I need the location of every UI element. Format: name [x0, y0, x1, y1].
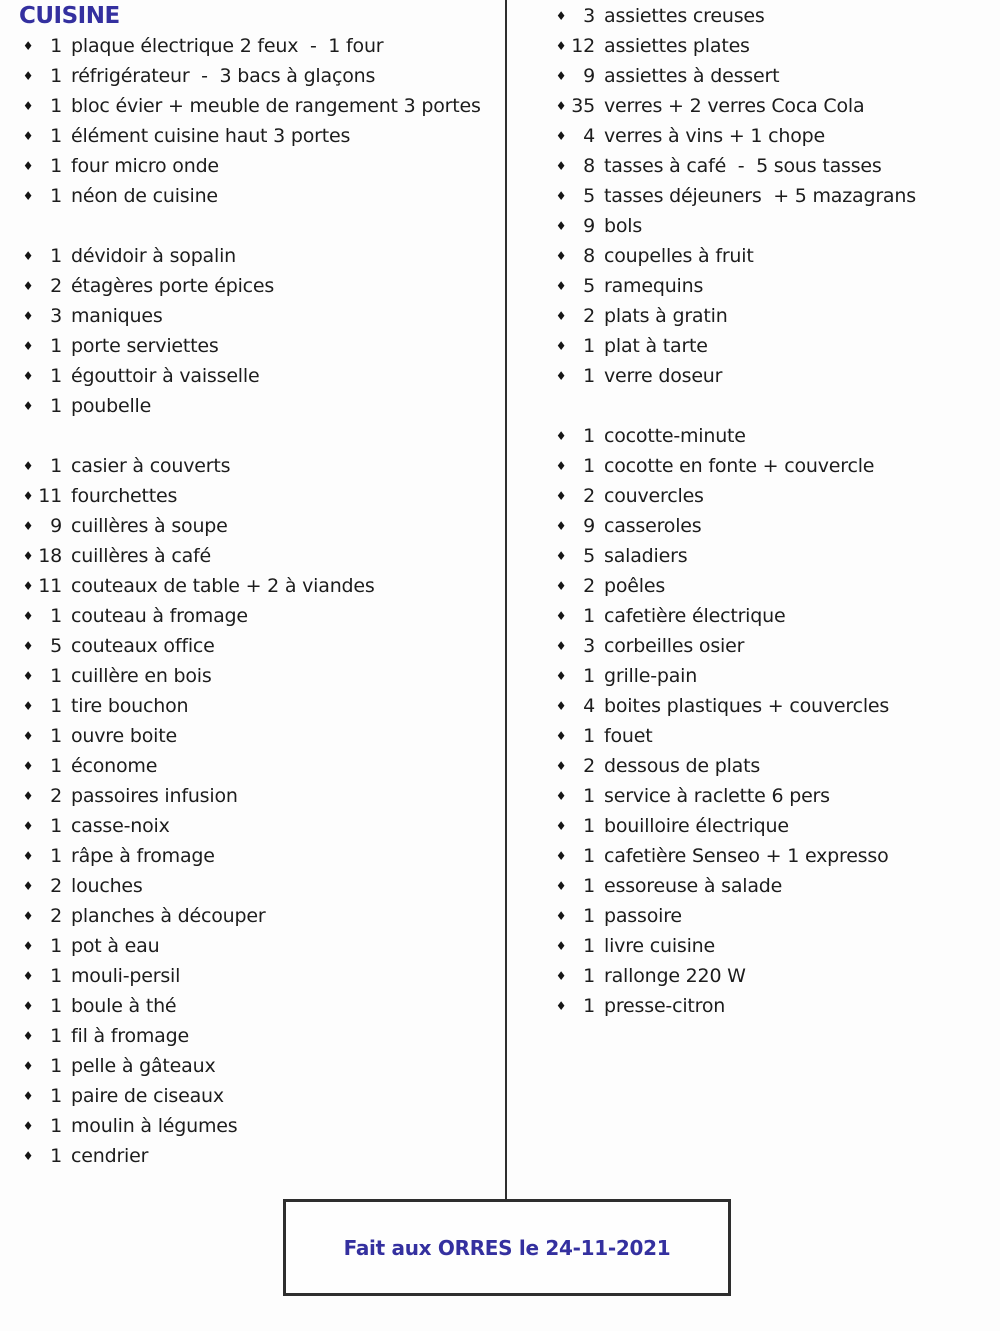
item-label: bouilloire électrique — [604, 815, 789, 837]
item-label: poubelle — [71, 395, 152, 417]
item-quantity: 1 — [50, 1085, 62, 1107]
list-item — [0, 961, 505, 991]
diamond-bullet-icon: ♦ — [555, 99, 567, 113]
list-item — [0, 721, 505, 751]
diamond-bullet-icon: ♦ — [555, 519, 567, 533]
item-label: casseroles — [604, 515, 702, 537]
diamond-bullet-icon: ♦ — [555, 759, 567, 773]
item-label: service à raclette 6 pers — [604, 785, 830, 807]
item-label: boule à thé — [71, 995, 177, 1017]
list-item — [507, 901, 1000, 931]
diamond-bullet-icon: ♦ — [22, 489, 34, 503]
item-label: corbeilles osier — [604, 635, 745, 657]
list-item — [0, 991, 505, 1021]
item-quantity: 5 — [583, 545, 595, 567]
diamond-bullet-icon: ♦ — [22, 759, 34, 773]
item-quantity: 12 — [571, 35, 595, 57]
list-item — [507, 991, 1000, 1021]
item-label: grille-pain — [604, 665, 698, 687]
item-label: étagères porte épices — [71, 275, 275, 297]
list-item — [507, 421, 1000, 451]
diamond-bullet-icon: ♦ — [22, 639, 34, 653]
diamond-bullet-icon: ♦ — [22, 909, 34, 923]
item-quantity: 1 — [583, 725, 595, 747]
list-item — [507, 631, 1000, 661]
diamond-bullet-icon: ♦ — [22, 1149, 34, 1163]
list-item — [507, 31, 1000, 61]
diamond-bullet-icon: ♦ — [555, 429, 567, 443]
list-item — [0, 661, 505, 691]
item-quantity: 1 — [50, 995, 62, 1017]
blank-row — [0, 421, 505, 451]
list-item — [0, 931, 505, 961]
item-quantity: 3 — [583, 5, 595, 27]
diamond-bullet-icon: ♦ — [555, 159, 567, 173]
item-quantity: 35 — [571, 95, 595, 117]
list-item — [507, 691, 1000, 721]
item-label: mouli-persil — [71, 965, 181, 987]
item-quantity: 4 — [583, 125, 595, 147]
list-item — [0, 841, 505, 871]
item-quantity: 1 — [583, 365, 595, 387]
list-item — [507, 601, 1000, 631]
list-item — [0, 181, 505, 211]
item-label: assiettes plates — [604, 35, 750, 57]
item-quantity: 1 — [50, 35, 62, 57]
item-quantity: 5 — [50, 635, 62, 657]
list-item — [507, 181, 1000, 211]
diamond-bullet-icon: ♦ — [22, 579, 34, 593]
item-label: élément cuisine haut 3 portes — [71, 125, 351, 147]
item-quantity: 1 — [50, 935, 62, 957]
diamond-bullet-icon: ♦ — [22, 999, 34, 1013]
item-label: casier à couverts — [71, 455, 231, 477]
diamond-bullet-icon: ♦ — [22, 549, 34, 563]
item-quantity: 1 — [50, 1025, 62, 1047]
list-item — [0, 691, 505, 721]
item-quantity: 11 — [38, 575, 62, 597]
diamond-bullet-icon: ♦ — [22, 129, 34, 143]
diamond-bullet-icon: ♦ — [555, 579, 567, 593]
diamond-bullet-icon: ♦ — [555, 939, 567, 953]
item-quantity: 1 — [50, 365, 62, 387]
item-label: tire bouchon — [71, 695, 189, 717]
list-item — [507, 211, 1000, 241]
diamond-bullet-icon: ♦ — [22, 729, 34, 743]
item-quantity: 1 — [50, 335, 62, 357]
diamond-bullet-icon: ♦ — [555, 849, 567, 863]
blank-row — [0, 211, 505, 241]
item-quantity: 1 — [583, 875, 595, 897]
left-column — [0, 1, 505, 1171]
item-label: passoires infusion — [71, 785, 238, 807]
list-item — [0, 121, 505, 151]
item-quantity: 8 — [583, 245, 595, 267]
diamond-bullet-icon: ♦ — [555, 369, 567, 383]
item-label: paire de ciseaux — [71, 1085, 224, 1107]
item-quantity: 1 — [583, 425, 595, 447]
item-label: cuillères à soupe — [71, 515, 228, 537]
item-label: couteaux office — [71, 635, 215, 657]
item-quantity: 1 — [50, 185, 62, 207]
list-item — [0, 601, 505, 631]
item-label: cendrier — [71, 1145, 149, 1167]
item-label: presse-citron — [604, 995, 726, 1017]
item-quantity: 1 — [50, 815, 62, 837]
item-quantity: 2 — [583, 305, 595, 327]
item-label: passoire — [604, 905, 682, 927]
list-item — [507, 241, 1000, 271]
item-quantity: 3 — [583, 635, 595, 657]
item-label: livre cuisine — [604, 935, 716, 957]
item-quantity: 1 — [50, 695, 62, 717]
item-quantity: 8 — [583, 155, 595, 177]
item-label: verres + 2 verres Coca Cola — [604, 95, 865, 117]
diamond-bullet-icon: ♦ — [555, 789, 567, 803]
diamond-bullet-icon: ♦ — [22, 459, 34, 473]
item-label: bols — [604, 215, 643, 237]
list-item — [0, 1021, 505, 1051]
item-quantity: 2 — [583, 755, 595, 777]
item-label: ramequins — [604, 275, 704, 297]
item-quantity: 9 — [50, 515, 62, 537]
diamond-bullet-icon: ♦ — [555, 909, 567, 923]
diamond-bullet-icon: ♦ — [22, 279, 34, 293]
item-label: bloc évier + meuble de rangement 3 portes — [71, 95, 481, 117]
item-label: dessous de plats — [604, 755, 761, 777]
item-label: économe — [71, 755, 158, 777]
diamond-bullet-icon: ♦ — [555, 669, 567, 683]
item-quantity: 5 — [583, 185, 595, 207]
item-label: maniques — [71, 305, 163, 327]
item-label: essoreuse à salade — [604, 875, 783, 897]
list-item — [507, 961, 1000, 991]
item-label: verre doseur — [604, 365, 723, 387]
item-quantity: 2 — [50, 905, 62, 927]
list-item — [507, 91, 1000, 121]
item-quantity: 1 — [583, 845, 595, 867]
list-item — [0, 31, 505, 61]
item-label: casse-noix — [71, 815, 170, 837]
diamond-bullet-icon: ♦ — [22, 339, 34, 353]
diamond-bullet-icon: ♦ — [22, 699, 34, 713]
list-item — [507, 751, 1000, 781]
item-label: couvercles — [604, 485, 704, 507]
item-label: coupelles à fruit — [604, 245, 754, 267]
diamond-bullet-icon: ♦ — [555, 729, 567, 743]
item-label: assiettes à dessert — [604, 65, 780, 87]
item-quantity: 1 — [50, 245, 62, 267]
diamond-bullet-icon: ♦ — [555, 39, 567, 53]
diamond-bullet-icon: ♦ — [555, 279, 567, 293]
list-item — [507, 571, 1000, 601]
item-label: poêles — [604, 575, 666, 597]
diamond-bullet-icon: ♦ — [22, 39, 34, 53]
list-item — [0, 751, 505, 781]
list-item — [507, 301, 1000, 331]
item-label: pot à eau — [71, 935, 160, 957]
item-label: réfrigérateur - 3 bacs à glaçons — [71, 65, 376, 87]
item-quantity: 2 — [50, 275, 62, 297]
item-label: boites plastiques + couvercles — [604, 695, 890, 717]
item-label: ouvre boite — [71, 725, 177, 747]
diamond-bullet-icon: ♦ — [555, 339, 567, 353]
list-item — [507, 661, 1000, 691]
item-quantity: 9 — [583, 215, 595, 237]
diamond-bullet-icon: ♦ — [555, 549, 567, 563]
item-label: dévidoir à sopalin — [71, 245, 236, 267]
item-quantity: 9 — [583, 515, 595, 537]
item-quantity: 11 — [38, 485, 62, 507]
diamond-bullet-icon: ♦ — [555, 459, 567, 473]
item-label: porte serviettes — [71, 335, 219, 357]
item-label: néon de cuisine — [71, 185, 218, 207]
item-quantity: 1 — [583, 605, 595, 627]
list-item — [0, 1111, 505, 1141]
list-item — [0, 781, 505, 811]
page-title: CUISINE — [19, 3, 120, 29]
item-label: fil à fromage — [71, 1025, 189, 1047]
item-label: cuillère en bois — [71, 665, 212, 687]
item-quantity: 1 — [50, 395, 62, 417]
item-quantity: 1 — [583, 785, 595, 807]
list-item — [507, 151, 1000, 181]
diamond-bullet-icon: ♦ — [555, 609, 567, 623]
list-item — [0, 811, 505, 841]
right-column — [507, 1, 1000, 1021]
diamond-bullet-icon: ♦ — [22, 69, 34, 83]
item-label: cocotte en fonte + couvercle — [604, 455, 875, 477]
item-label: tasses déjeuners + 5 mazagrans — [604, 185, 916, 207]
item-label: égouttoir à vaisselle — [71, 365, 260, 387]
diamond-bullet-icon: ♦ — [555, 189, 567, 203]
diamond-bullet-icon: ♦ — [22, 369, 34, 383]
diamond-bullet-icon: ♦ — [555, 129, 567, 143]
item-quantity: 5 — [583, 275, 595, 297]
diamond-bullet-icon: ♦ — [555, 639, 567, 653]
item-label: plats à gratin — [604, 305, 728, 327]
item-quantity: 1 — [583, 995, 595, 1017]
list-item — [0, 331, 505, 361]
diamond-bullet-icon: ♦ — [555, 819, 567, 833]
blank-row — [507, 391, 1000, 421]
item-quantity: 4 — [583, 695, 595, 717]
item-label: pelle à gâteaux — [71, 1055, 216, 1077]
diamond-bullet-icon: ♦ — [555, 309, 567, 323]
list-item — [0, 361, 505, 391]
diamond-bullet-icon: ♦ — [555, 489, 567, 503]
diamond-bullet-icon: ♦ — [22, 789, 34, 803]
diamond-bullet-icon: ♦ — [22, 609, 34, 623]
item-quantity: 1 — [50, 95, 62, 117]
list-item — [507, 361, 1000, 391]
diamond-bullet-icon: ♦ — [555, 249, 567, 263]
diamond-bullet-icon: ♦ — [22, 1029, 34, 1043]
list-item — [0, 1081, 505, 1111]
item-quantity: 1 — [50, 155, 62, 177]
diamond-bullet-icon: ♦ — [22, 879, 34, 893]
list-item — [507, 451, 1000, 481]
list-item — [507, 511, 1000, 541]
list-item — [0, 511, 505, 541]
diamond-bullet-icon: ♦ — [22, 969, 34, 983]
diamond-bullet-icon: ♦ — [22, 309, 34, 323]
list-item — [507, 271, 1000, 301]
diamond-bullet-icon: ♦ — [22, 1119, 34, 1133]
diamond-bullet-icon: ♦ — [22, 1089, 34, 1103]
diamond-bullet-icon: ♦ — [22, 399, 34, 413]
diamond-bullet-icon: ♦ — [555, 69, 567, 83]
diamond-bullet-icon: ♦ — [22, 159, 34, 173]
item-quantity: 1 — [50, 605, 62, 627]
diamond-bullet-icon: ♦ — [22, 519, 34, 533]
list-item — [0, 61, 505, 91]
diamond-bullet-icon: ♦ — [555, 9, 567, 23]
item-quantity: 2 — [50, 785, 62, 807]
item-label: fourchettes — [71, 485, 178, 507]
list-item — [507, 541, 1000, 571]
footer-note: Fait aux ORRES le 24-11-2021 — [343, 1235, 671, 1260]
list-item — [0, 91, 505, 121]
list-item — [507, 121, 1000, 151]
diamond-bullet-icon: ♦ — [22, 189, 34, 203]
diamond-bullet-icon: ♦ — [22, 669, 34, 683]
list-item — [0, 451, 505, 481]
list-item — [507, 781, 1000, 811]
list-item — [0, 241, 505, 271]
item-label: four micro onde — [71, 155, 219, 177]
item-label: plaque électrique 2 feux - 1 four — [71, 35, 384, 57]
item-quantity: 1 — [50, 965, 62, 987]
list-item — [0, 391, 505, 421]
list-item — [0, 541, 505, 571]
diamond-bullet-icon: ♦ — [22, 1059, 34, 1073]
right-column-list — [507, 1, 1000, 1021]
list-item — [0, 631, 505, 661]
item-label: moulin à légumes — [71, 1115, 238, 1137]
item-label: cafetière électrique — [604, 605, 786, 627]
item-quantity: 1 — [50, 1055, 62, 1077]
item-label: fouet — [604, 725, 653, 747]
diamond-bullet-icon: ♦ — [555, 219, 567, 233]
diamond-bullet-icon: ♦ — [22, 249, 34, 263]
left-column-list — [0, 31, 505, 1171]
diamond-bullet-icon: ♦ — [555, 699, 567, 713]
title-row — [0, 1, 505, 31]
list-item — [0, 481, 505, 511]
item-label: couteau à fromage — [71, 605, 248, 627]
item-quantity: 2 — [583, 485, 595, 507]
item-quantity: 1 — [50, 1145, 62, 1167]
item-label: tasses à café - 5 sous tasses — [604, 155, 882, 177]
list-item — [507, 331, 1000, 361]
item-quantity: 1 — [50, 845, 62, 867]
item-label: verres à vins + 1 chope — [604, 125, 825, 147]
item-label: planches à découper — [71, 905, 266, 927]
list-item — [507, 61, 1000, 91]
diamond-bullet-icon: ♦ — [555, 969, 567, 983]
list-item — [507, 931, 1000, 961]
item-label: râpe à fromage — [71, 845, 215, 867]
footer-box — [283, 1199, 731, 1296]
item-label: couteaux de table + 2 à viandes — [71, 575, 375, 597]
list-item — [507, 811, 1000, 841]
item-label: saladiers — [604, 545, 688, 567]
list-item — [507, 481, 1000, 511]
item-quantity: 1 — [50, 125, 62, 147]
item-quantity: 2 — [50, 875, 62, 897]
item-quantity: 1 — [583, 455, 595, 477]
item-quantity: 1 — [583, 965, 595, 987]
item-quantity: 9 — [583, 65, 595, 87]
item-quantity: 1 — [50, 65, 62, 87]
item-quantity: 1 — [583, 905, 595, 927]
item-quantity: 1 — [50, 755, 62, 777]
item-label: assiettes creuses — [604, 5, 765, 27]
item-label: cocotte-minute — [604, 425, 746, 447]
diamond-bullet-icon: ♦ — [22, 99, 34, 113]
item-quantity: 18 — [38, 545, 62, 567]
list-item — [0, 1141, 505, 1171]
list-item — [507, 841, 1000, 871]
list-item — [0, 901, 505, 931]
list-item — [0, 571, 505, 601]
list-item — [0, 1051, 505, 1081]
item-quantity: 1 — [50, 665, 62, 687]
list-item — [0, 271, 505, 301]
item-label: rallonge 220 W — [604, 965, 746, 987]
diamond-bullet-icon: ♦ — [555, 999, 567, 1013]
item-label: plat à tarte — [604, 335, 708, 357]
list-item — [507, 721, 1000, 751]
item-quantity: 1 — [50, 725, 62, 747]
item-quantity: 2 — [583, 575, 595, 597]
diamond-bullet-icon: ♦ — [22, 849, 34, 863]
item-quantity: 1 — [583, 815, 595, 837]
list-item — [0, 301, 505, 331]
list-item — [0, 871, 505, 901]
item-label: cafetière Senseo + 1 expresso — [604, 845, 889, 867]
item-quantity: 1 — [583, 665, 595, 687]
diamond-bullet-icon: ♦ — [22, 939, 34, 953]
diamond-bullet-icon: ♦ — [22, 819, 34, 833]
item-quantity: 3 — [50, 305, 62, 327]
item-label: cuillères à café — [71, 545, 211, 567]
list-item — [0, 151, 505, 181]
list-item — [507, 871, 1000, 901]
item-label: louches — [71, 875, 143, 897]
list-item — [507, 1, 1000, 31]
item-quantity: 1 — [583, 935, 595, 957]
item-quantity: 1 — [50, 455, 62, 477]
item-quantity: 1 — [50, 1115, 62, 1137]
diamond-bullet-icon: ♦ — [555, 879, 567, 893]
item-quantity: 1 — [583, 335, 595, 357]
